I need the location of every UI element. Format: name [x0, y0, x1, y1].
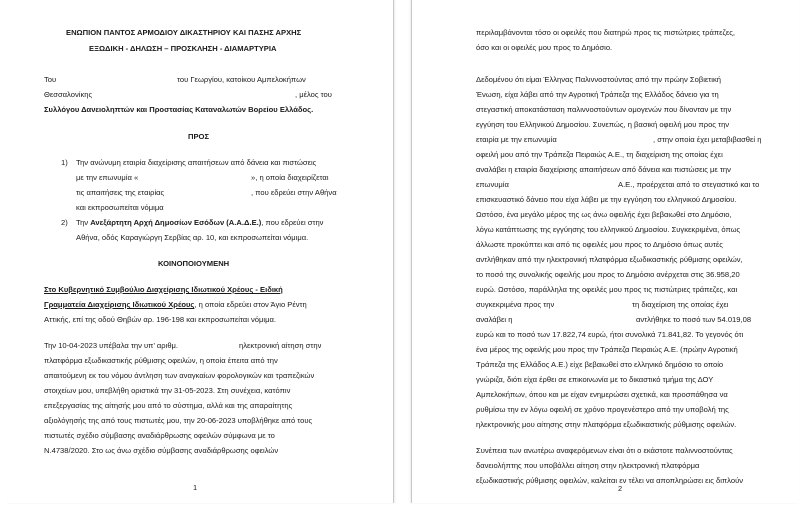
body-line: εταιρία με την επωνυμία [476, 135, 557, 144]
body-line: περιλαμβάνονται τόσο οι οφειλές που διατηρώ προς τις πιστώτριες τράπεζες, [476, 28, 736, 37]
body-line: , στην οποία έχει μεταβιβασθεί η [653, 135, 762, 144]
body-line: ευρώ. Ωστόσο, παράλληλα της οφειλές μου προς τις πιστώτριες τράπεζες, και [476, 285, 738, 294]
association-name: Συλλόγου Δανειοληπτών και Προστασίας Καταναλωτών Βορείου Ελλάδος. [44, 105, 314, 114]
body-line: εξωδικαστικής ρύθμισης οφειλών, καλείται εν τέλει να αποπληρώσει εις διπλούν [476, 476, 744, 485]
document-page-1 [6, 0, 394, 503]
body-line: το ποσό της συνολικής οφειλής μου προς το Δημόσιο ανέρχεται στις 36.958,20 [476, 270, 740, 279]
body-line: άλλωστε προκύπτει και από τις οφειλές μου προς το Δημόσιο όπως αυτές [476, 240, 723, 249]
body-line: ευρώ και το ποσό των 17.822,74 ευρώ, ήτοι συνολικά 71.841,82. Το γεγονός ότι [476, 330, 744, 339]
body-line: εγγύηση του Ελληνικού Δημοσίου. Συνεπώς, η βασική οφειλή μου προς την [476, 120, 730, 129]
recipient-1-line: Την ανώνυμη εταιρία διαχείρισης απαιτήσεων από δάνεια και πιστώσεις [76, 158, 317, 167]
body-line: όσο και οι οφειλές μου προς το Δημόσιο. [476, 43, 613, 52]
body-line: αντλήθηκαν από την ηλεκτρονική πλατφόρμα εξωδικαστικής ρύθμισης οφειλών, [476, 255, 743, 264]
body-line: Ένωση, είχα λάβει από την Αγροτική Τράπεζα της Ελλάδος δάνειο για τη [476, 90, 719, 99]
body-line: ηλεκτρονικής μου αίτησης στην πλατφόρμα εξωδικαστικής ρύθμισης οφειλών. [476, 420, 737, 429]
sender-label: Του [44, 75, 57, 84]
recipient-1-line: , που εδρεύει στην Αθήνα [251, 188, 337, 197]
body-line: πιστωτές σχέδιο σύμβασης αναδιάρθρωσης οφειλών σύμφωνα με το [44, 431, 275, 440]
recipient-1-line: τις απαιτήσεις της εταιρίας [76, 188, 165, 197]
body-line: Α.Ε., προέρχεται από το στεγαστικό και το [618, 180, 760, 189]
body-line: στεγαστική αποκατάσταση παλιννοστούντων ομογενών που δίνονταν με την [476, 105, 732, 114]
body-line: ένα μέρος της οφειλής μου προς την Τράπεζα Πειραιώς Α.Ε. (πρώην Αγροτική [476, 345, 738, 354]
body-line: αντλήθηκε το ποσό των 54.019,08 [636, 315, 752, 324]
sender-father: του Γεωργίου, κατοίκου Αμπελοκήπων [177, 75, 306, 84]
page-number: 2 [618, 484, 623, 493]
recipient-2-line: Αθήνα, οδός Καραγιώργη Σερβίας αρ. 10, και εκπροσωπείται νόμιμα. [76, 233, 309, 242]
sender-city: Θεσσαλονίκης [44, 90, 93, 99]
recipient-1-line: με την επωνυμία « [76, 173, 139, 182]
body-line: απαιτούμενη εκ του νόμου άντληση των αναγκαίων φορολογικών και τραπεζικών [44, 371, 315, 380]
body-line: οφειλή μου από την Τράπεζα Πειραιώς Α.Ε., τη διαχείριση της οποίας έχει [476, 150, 723, 159]
body-line: πλατφόρμα εξωδικαστικής ρύθμισης οφειλών, η οποία έπειτα από την [44, 356, 278, 365]
body-line: Τράπεζα της Ελλάδος Α.Ε.) είχε βεβαιωθεί στο ελληνικό δημόσιο το οποίο [476, 360, 724, 369]
body-line: αξιολόγησής της από τους πιστωτές μου, την 20-06-2023 υποβλήθηκε από τους [44, 416, 313, 425]
recipients-heading: ΠΡΟΣ [188, 132, 210, 141]
body-line: στοιχείων μου, υπεβλήθη οριστικά την 31-05-2023. Στη συνέχεια, κατόπιν [44, 386, 291, 395]
heading-title: ΕΝΩΠΙΟΝ ΠΑΝΤΟΣ ΑΡΜΟΔΙΟΥ ΔΙΚΑΣΤΗΡΙΟΥ ΚΑΙ ΠΑΣΗΣ ΑΡΧΗΣ [66, 28, 302, 37]
body-line: ρυθμίσω την εν λόγω οφειλή σε χρόνο προγενέστερο από την υποβολή της [476, 405, 729, 414]
body-line: Ωστόσο, ένα μεγάλο μέρος της ως άνω οφειλής έχει βεβαιωθεί στο Δημόσιο, [476, 210, 732, 219]
cc-heading: ΚΟΙΝΟΠΟΙΟΥΜΕΝΗ [158, 259, 230, 268]
recipient-2-number: 2) [61, 218, 68, 227]
body-line: Ν.4738/2020. Στο ως άνω σχέδιο σύμβασης αναδιάρθρωσης οφειλών [44, 446, 279, 455]
body-line: Συνέπεια των ανωτέρω αναφερόμενων είναι ότι ο εκάστοτε παλιννοστούντας [476, 446, 733, 455]
cc-line: Στο Κυβερνητικό Συμβούλιο Διαχείρισης Ιδιωτικού Χρέους - Ειδική [44, 285, 283, 294]
body-line: επεξεργασίας της αίτησής μου από το σύστημα, αλλά και της απαραίτητης [44, 401, 293, 410]
recipient-1-line: », η οποία διαχειρίζεται [251, 173, 329, 182]
cc-line: Γραμματεία Διαχείρισης Ιδιωτικού Χρέους, η οποία εδρεύει στον Άγιο Ρέντη [44, 300, 307, 309]
cc-line: Αττικής, επί της οδού Θηβών αρ. 196-198 και εκπροσωπείται νόμιμα. [44, 315, 276, 324]
body-line: Δεδομένου ότι είμαι Έλληνας Παλιννοστούντας από την πρώην Σοβιετική [476, 75, 721, 84]
body-line: τη διαχείριση της οποίας έχει [632, 300, 729, 309]
recipient-1-number: 1) [61, 158, 68, 167]
body-line: συγκεκριμένα προς την [476, 300, 555, 309]
body-line: δανειολήπτης που υποβάλλει αίτηση στην ηλεκτρονική πλατφόρμα [476, 461, 700, 470]
body-line: γνώριζα, διότι είχα έρθει σε επικοινωνία με το δικαστικό τμήμα της ΔΟΥ [476, 375, 714, 384]
body-line: επωνυμία [476, 180, 509, 189]
recipient-1-line: και εκπροσωπείται νόμιμα [76, 203, 164, 212]
recipient-2-line: Την Ανεξάρτητη Αρχή Δημοσίων Εσόδων (Α.Α.Δ.Ε.), που εδρεύει στην [76, 218, 324, 227]
body-line: αναλάβει η [476, 315, 513, 324]
body-line: αναλάβει η εταιρία διαχείρισης απαιτήσεων από δάνεια και πιστώσεις με την [476, 165, 731, 174]
heading-subtitle: ΕΞΩΔΙΚΗ - ΔΗΛΩΣΗ – ΠΡΟΣΚΛΗΣΗ - ΔΙΑΜΑΡΤΥΡΙΑ [89, 44, 277, 53]
body-line: ηλεκτρονική αίτηση στην [239, 341, 322, 350]
body-line: Την 10-04-2023 υπέβαλα την υπ’ αριθμ. [44, 341, 179, 350]
body-line: λόγω κατάπτωσης της εγγύησης του ελληνικού Δημοσίου. Συγκεκριμένα, όπως [476, 225, 741, 234]
body-line: επισκευαστικό δάνειο που είχα λάβει με την εγγύηση του ελληνικού Δημοσίου. [476, 195, 737, 204]
sender-member: , μέλος του [295, 90, 332, 99]
document-page-2 [411, 0, 799, 503]
body-line: Αμπελοκήπων, όπου και με είχαν ενημερώσει σχετικά, και προσπάθησα να [476, 390, 728, 399]
page-number: 1 [193, 483, 198, 492]
